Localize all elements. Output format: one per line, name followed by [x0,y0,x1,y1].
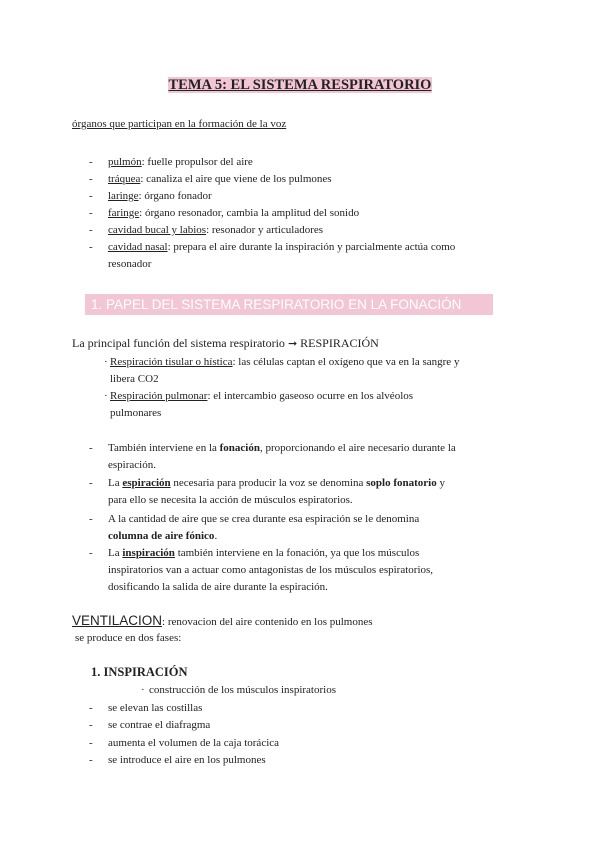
list-dash: - [89,547,93,559]
list-dash: - [89,719,93,731]
inspiracion-heading: 1. INSPIRACIÓN [91,665,188,679]
resp-item: Respiración pulmonar: el intercambio gaseoso ocurre en los alvéolos [110,390,414,402]
ventilacion-line2: se produce en dos fases: [75,632,182,644]
list-dot: · [141,684,145,696]
list-item: faringe: órgano resonador, cambia la amplitud del sonido [108,207,360,219]
list-dash: - [89,156,93,168]
bullet-continuation: inspiratorios van a actuar como antagonistas de los músculos espiratorios, [108,564,434,576]
list-item: tráquea: canaliza el aire que viene de los pulmones [108,173,332,185]
list-dash: - [89,173,93,185]
inspiracion-dot-item: construcción de los músculos inspiratorios [149,684,336,696]
list-item: se introduce el aire en los pulmones [108,754,266,766]
resp-item: Respiración tisular o hística: las células captan el oxígeno que va en la sangre y [110,356,460,368]
ventilacion-line: VENTILACION: renovacion del aire contenido en los pulmones [72,613,373,628]
list-dash: - [89,513,93,525]
list-dash: - [89,737,93,749]
page-title: TEMA 5: EL SISTEMA RESPIRATORIO [168,77,432,93]
list-item: cavidad nasal: prepara el aire durante la inspiración y parcialmente actúa como [108,241,456,253]
bullet-espiracion: La espiración necesaria para producir la voz se denomina soplo fonatorio y [108,477,445,489]
list-item: laringe: órgano fonador [108,190,212,202]
list-item: se elevan las costillas [108,702,203,714]
list-item: aumenta el volumen de la caja torácica [108,737,280,749]
list-item: cavidad bucal y labios: resonador y articuladores [108,224,324,236]
list-dash: - [89,207,93,219]
bullet-continuation: dosificando la salida de aire durante la espiración. [108,581,328,593]
bullet-continuation: espiración. [108,459,156,471]
bullet-continuation: para ello se necesita la acción de músculos espiratorios. [108,494,353,506]
list-dot: · [104,390,108,402]
list-dash: - [89,190,93,202]
resp-item-continuation: pulmonares [110,407,162,419]
bullet-columna: A la cantidad de aire que se crea durante esa espiración se le denomina [108,513,420,525]
arrow-icon: ➞ [287,337,298,350]
resp-item-continuation: libera CO2 [110,373,159,385]
funcion-line: La principal función del sistema respiratorio ➞ RESPIRACIÓN [72,336,379,350]
bullet-continuation: columna de aire fónico. [108,530,218,542]
list-dash: - [89,754,93,766]
list-dot: · [104,356,108,368]
organos-heading: órganos que participan en la formación de la voz [72,118,287,130]
list-item-continuation: resonador [108,258,152,270]
list-dash: - [89,442,93,454]
list-item: se contrae el diafragma [108,719,211,731]
section-heading: 1. PAPEL DEL SISTEMA RESPIRATORIO EN LA FONACIÓN [85,294,493,315]
list-dash: - [89,477,93,489]
list-dash: - [89,702,93,714]
list-dash: - [89,224,93,236]
list-dash: - [89,241,93,253]
bullet-inspiracion: La inspiración también interviene en la fonación, ya que los músculos [108,547,420,559]
list-item: pulmón: fuelle propulsor del aire [108,156,253,168]
bullet-fonacion: También interviene en la fonación, proporcionando el aire necesario durante la [108,442,456,454]
